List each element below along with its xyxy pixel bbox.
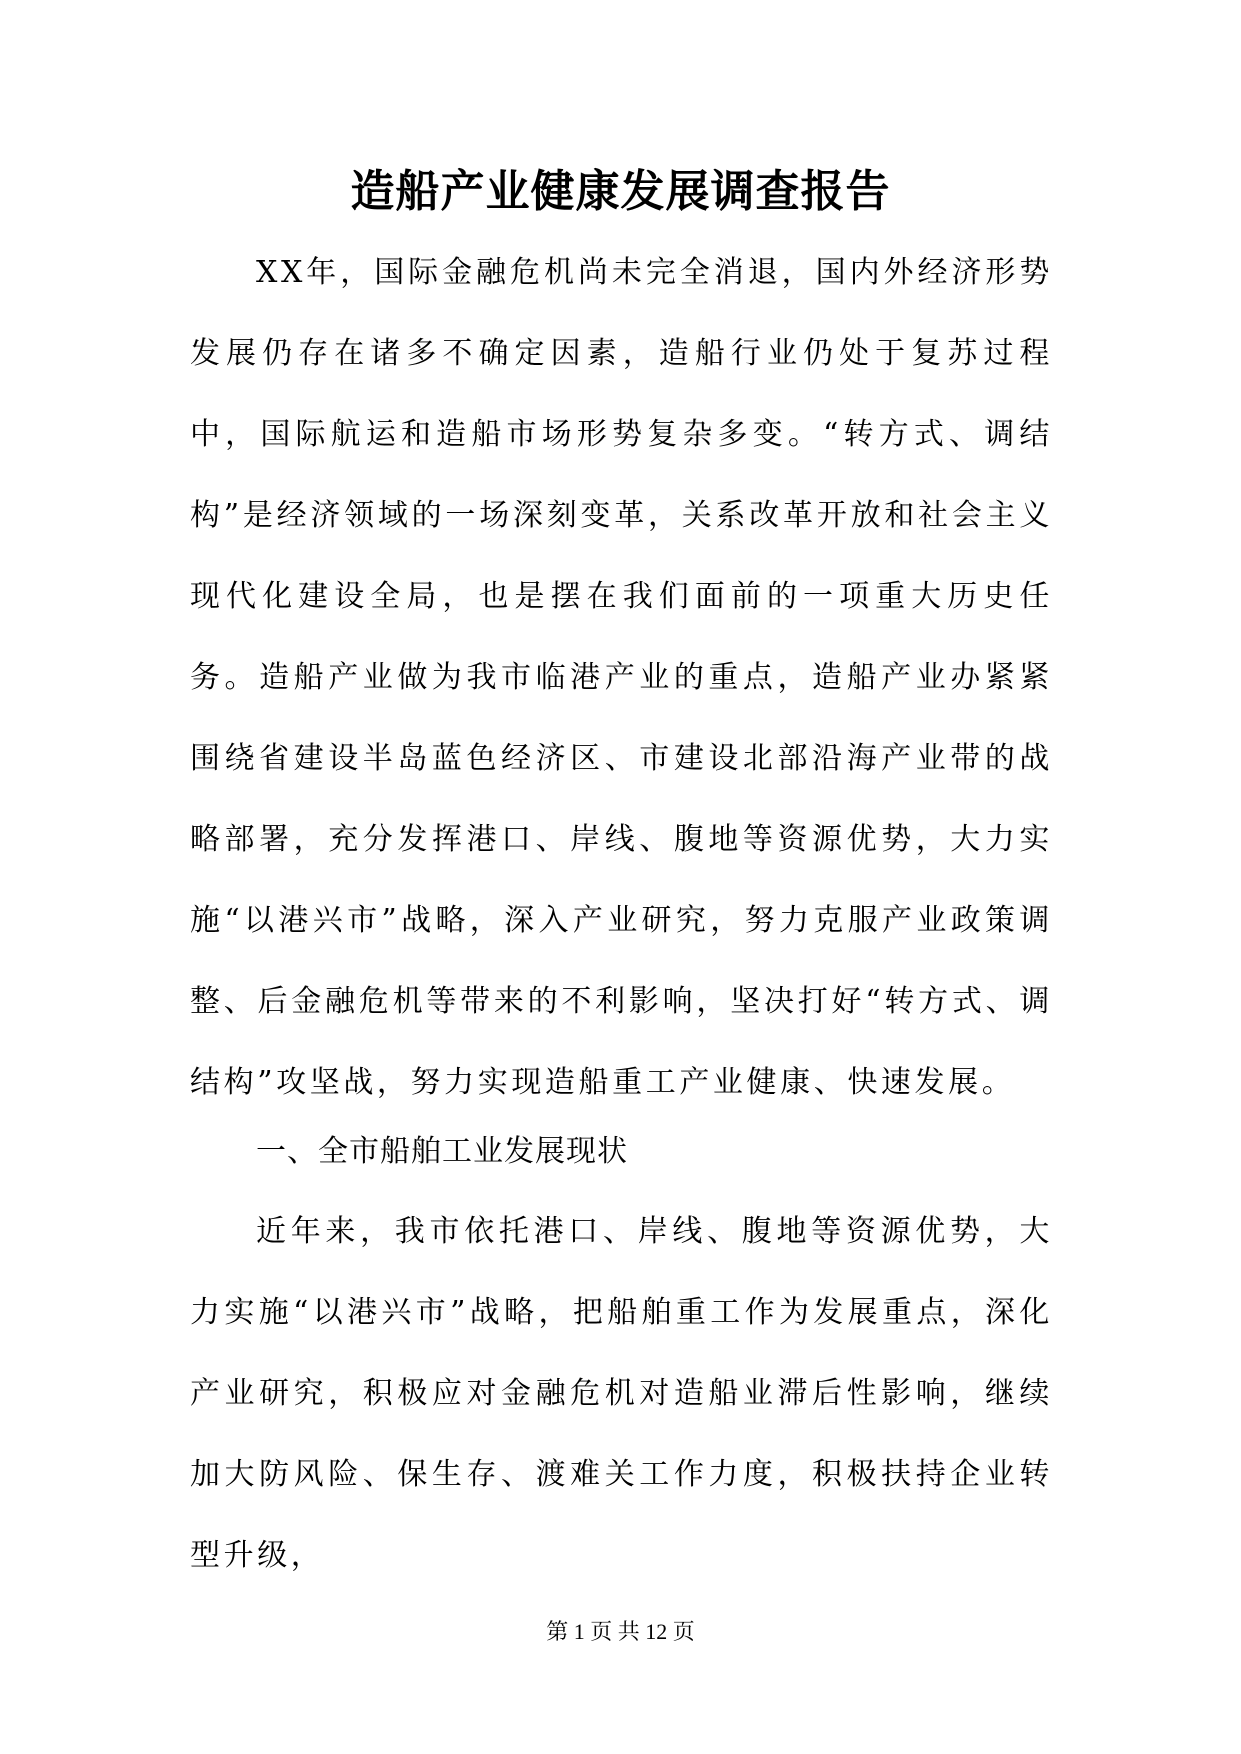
page-footer: 第 1 页 共 12 页 [546, 1619, 695, 1644]
section-paragraph: 近年来，我市依托港口、岸线、腹地等资源优势，大力实施“以港兴市”战略，把船舶重工作为发展重点，深化产业研究，积极应对金融危机对造船业滞后性影响，继续加大防风险、保生存、渡难关工作力度，积极扶持企业转型升级， [190, 1214, 1053, 1573]
intro-paragraph: XX年，国际金融危机尚未完全消退，国内外经济形势发展仍存在诸多不确定因素，造船行业仍处于复苏过程中，国际航运和造船市场形势复杂多变。“转方式、调结构”是经济领域的一场深刻变革，关系改革开放和社会主义现代化建设全局，也是摆在我们面前的一项重大历史任务。造船产业做为我市临港产业的重点，造船产业办紧紧围绕省建设半岛蓝色经济区、市建设北部沿海产业带的战略部署，充分发挥港口、岸线、腹地等资源优势，大力实施“以港兴市”战略，深入产业研究，努力克服产业政策调整、后金融危机等带来的不利影响，坚决打好“转方式、调结构”攻坚战，努力实现造船重工产业健康、快速发展。 [190, 255, 1053, 1100]
section-heading: 一、全市船舶工业发展现状 [256, 1134, 628, 1169]
document-title: 造船产业健康发展调查报告 [350, 166, 891, 217]
